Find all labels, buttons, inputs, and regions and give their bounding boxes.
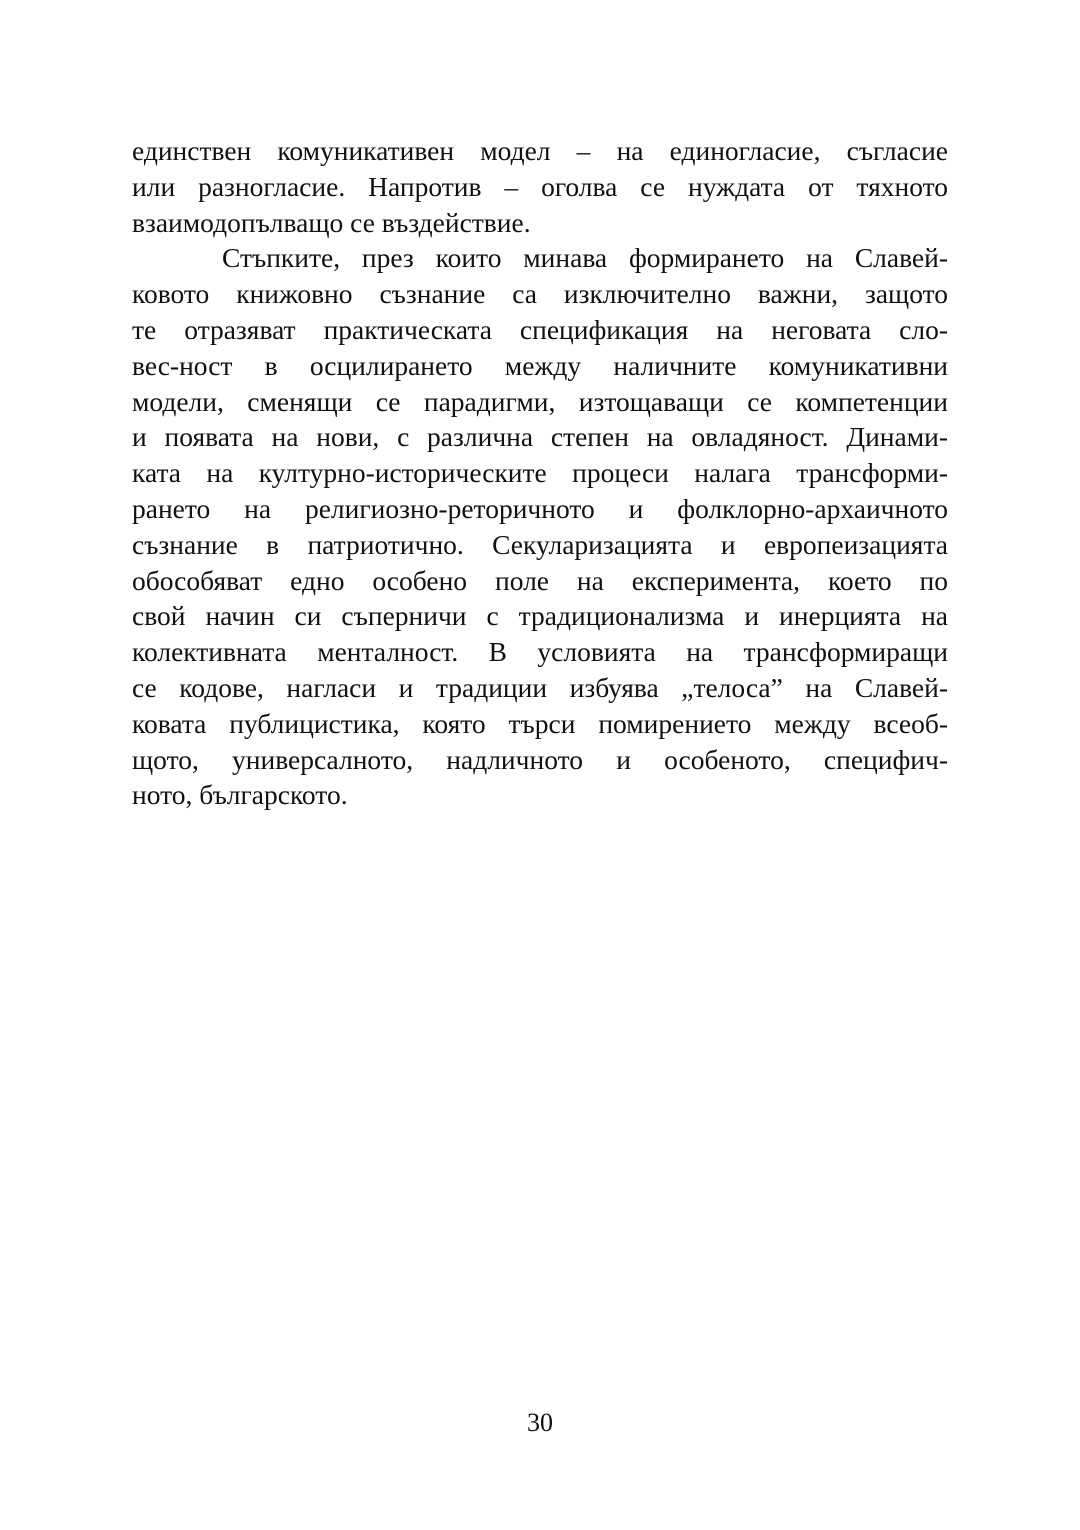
text-line: свой начин си съперничи с традиционализма и инерцията на: [132, 600, 948, 632]
text-line: обособяват едно особено поле на експеримента, което по: [132, 564, 948, 596]
text-line: единствен комуникативен модел – на единогласие, съгласие: [132, 135, 948, 166]
text-line: и появата на нови, с различна степен на овладяност. Динами-: [132, 421, 948, 453]
text-line: взаимодопълващо се въздействие.: [132, 206, 531, 238]
text-line: се кодове, нагласи и традиции избуява „телоса” на Славей-: [132, 671, 948, 703]
text-line: ното, българското.: [132, 779, 348, 811]
text-line: ковата публицистика, която търси помирението между всеоб-: [132, 707, 948, 739]
text-line: или разногласие. Напротив – оголва се нуждата от тяхното: [132, 170, 948, 202]
body-text: [132, 133, 948, 813]
text-line: колективната менталност. В условията на трансформиращи: [132, 636, 948, 668]
text-line: Стъпките, през които минава формирането на Славей-: [222, 242, 948, 274]
text-line: ката на културно-историческите процеси налага трансформи-: [132, 457, 948, 489]
text-line: модели, сменящи се парадигми, изтощаващи се компетенции: [132, 385, 948, 417]
paragraph-2: [132, 240, 948, 813]
text-line: съзнание в патриотично. Секуларизацията и европеизацията: [132, 528, 948, 560]
paragraph-1: [132, 133, 948, 240]
text-line: те отразяват практическата спецификация на неговата сло-: [132, 313, 948, 345]
text-line: щото, универсалното, надличното и особеното, специфич-: [132, 743, 948, 775]
page-number: 30: [527, 1408, 553, 1437]
text-line: вес-ност в осцилирането между наличните комуникативни: [132, 349, 948, 381]
text-line: рането на религиозно-реторичното и фолклорно-архаичното: [132, 492, 948, 524]
text-line: ковото книжовно съзнание са изключително важни, защото: [132, 278, 948, 310]
